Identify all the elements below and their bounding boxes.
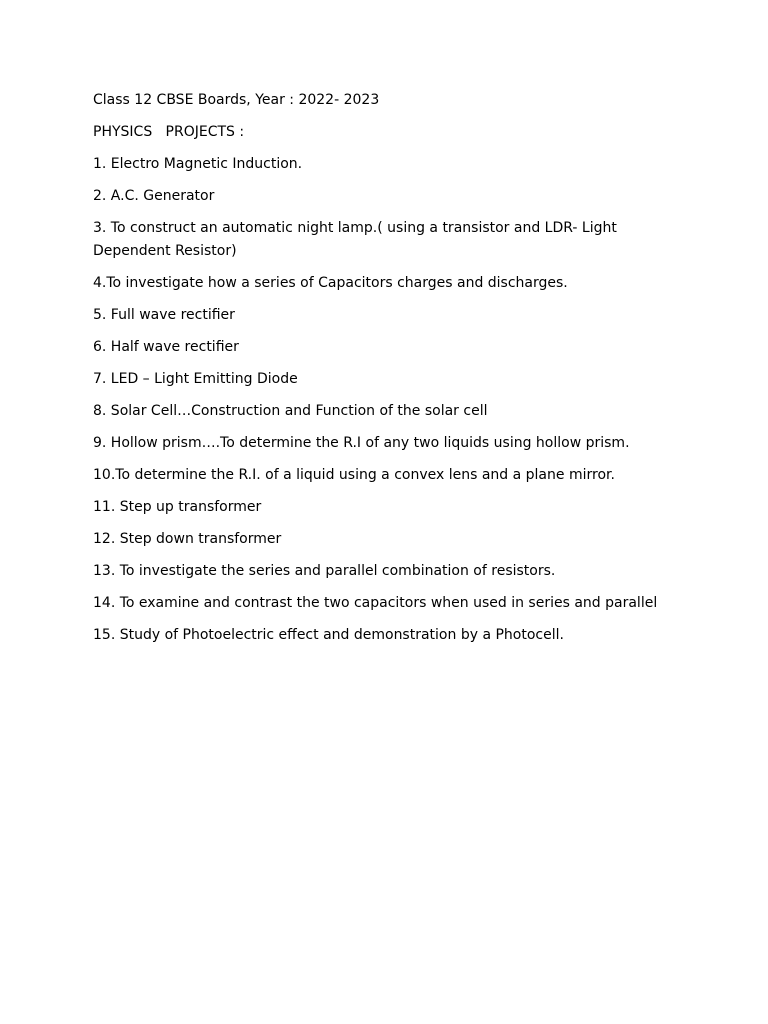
project-item: 15. Study of Photoelectric effect and demonstration by a Photocell.: [93, 627, 564, 643]
project-item: 10.To determine the R.I. of a liquid using a convex lens and a plane mirror.: [93, 467, 615, 483]
project-item: 7. LED – Light Emitting Diode: [93, 371, 298, 387]
section-heading: PHYSICS PROJECTS :: [93, 124, 245, 140]
project-item: 12. Step down transformer: [93, 531, 282, 547]
project-item: 14. To examine and contrast the two capacitors when used in series and parallel: [93, 595, 658, 611]
project-item: 9. Hollow prism….To determine the R.I of any two liquids using hollow prism.: [93, 435, 630, 451]
project-item: 13. To investigate the series and parallel combination of resistors.: [93, 563, 556, 579]
project-item: 2. A.C. Generator: [93, 188, 215, 204]
project-item: 4.To investigate how a series of Capacitors charges and discharges.: [93, 275, 568, 291]
project-item: 3. To construct an automatic night lamp.( using a transistor and LDR- Light Dependent Resistor): [93, 220, 617, 259]
project-list: [93, 153, 673, 647]
project-item: 6. Half wave rectifier: [93, 339, 239, 355]
project-item: 1. Electro Magnetic Induction.: [93, 156, 303, 172]
document-page: [93, 89, 673, 656]
document-title: Class 12 CBSE Boards, Year : 2022- 2023: [93, 92, 380, 108]
project-item: 11. Step up transformer: [93, 499, 262, 515]
project-item: 8. Solar Cell…Construction and Function of the solar cell: [93, 403, 488, 419]
project-item: 5. Full wave rectifier: [93, 307, 235, 323]
